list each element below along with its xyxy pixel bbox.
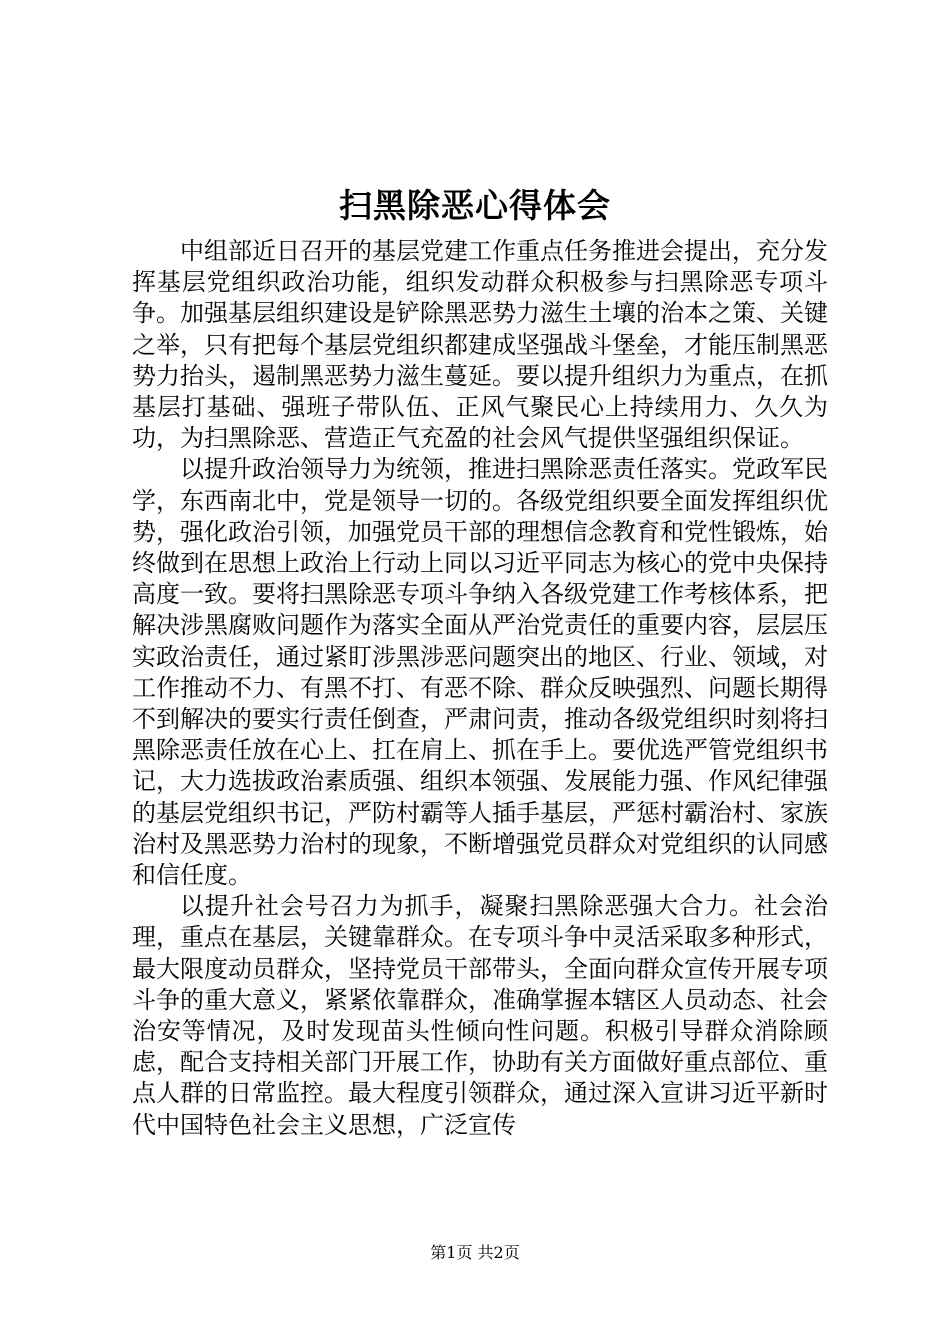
document-body xyxy=(132,236,828,1141)
paragraph-1: 中组部近日召开的基层党建工作重点任务推进会提出，充分发挥基层党组织政治功能，组织发动群众积极参与扫黑除恶专项斗争。加强基层组织建设是铲除黑恶势力滋生土壤的治本之策、关键之举，只有把每个基层党组织都建成坚强战斗堡垒，才能压制黑恶势力抬头，遏制黑恶势力滋生蔓延。要以提升组织力为重点，在抓基层打基础、强班子带队伍、正风气聚民心上持续用力、久久为功，为扫黑除恶、营造正气充盈的社会风气提供坚强组织保证。 xyxy=(132,237,828,453)
page-total: 共2页 xyxy=(477,1243,520,1262)
paragraph-2: 以提升政治领导力为统领，推进扫黑除恶责任落实。党政军民学，东西南北中，党是领导一切的。各级党组织要全面发挥组织优势，强化政治引领，加强党员干部的理想信念教育和党性锻炼，始终做到在思想上政治上行动上同以习近平同志为核心的党中央保持高度一致。要将扫黑除恶专项斗争纳入各级党建工作考核体系，把解决涉黑腐败问题作为落实全面从严治党责任的重要内容，层层压实政治责任，通过紧盯涉黑涉恶问题突出的地区、行业、领域，对工作推动不力、有黑不打、有恶不除、群众反映强烈、问题长期得不到解决的要实行责任倒查，严肃问责，推动各级党组织时刻将扫黑除恶责任放在心上、扛在肩上、抓在手上。要优选严管党组织书记，大力选拔政治素质强、组织本领强、发展能力强、作风纪律强的基层党组织书记，严防村霸等人插手基层，严惩村霸治村、家族治村及黑恶势力治村的现象，不断增强党员群众对党组织的认同感和信任度。 xyxy=(132,455,828,890)
page-number: 第1页 xyxy=(430,1243,473,1262)
page-footer xyxy=(0,1242,950,1264)
document-title: 扫黑除恶心得体会 xyxy=(339,186,611,225)
paragraph-3: 以提升社会号召力为抓手，凝聚扫黑除恶强大合力。社会治理，重点在基层，关键靠群众。在专项斗争中灵活采取多种形式，最大限度动员群众，坚持党员干部带头，全面向群众宣传开展专项斗争的重大意义，紧紧依靠群众，准确掌握本辖区人员动态、社会治安等情况，及时发现苗头性倾向性问题。积极引导群众消除顾虑，配合支持相关部门开展工作，协助有关方面做好重点部位、重点人群的日常监控。最大程度引领群众，通过深入宣讲习近平新时代中国特色社会主义思想，广泛宣传 xyxy=(132,892,828,1139)
